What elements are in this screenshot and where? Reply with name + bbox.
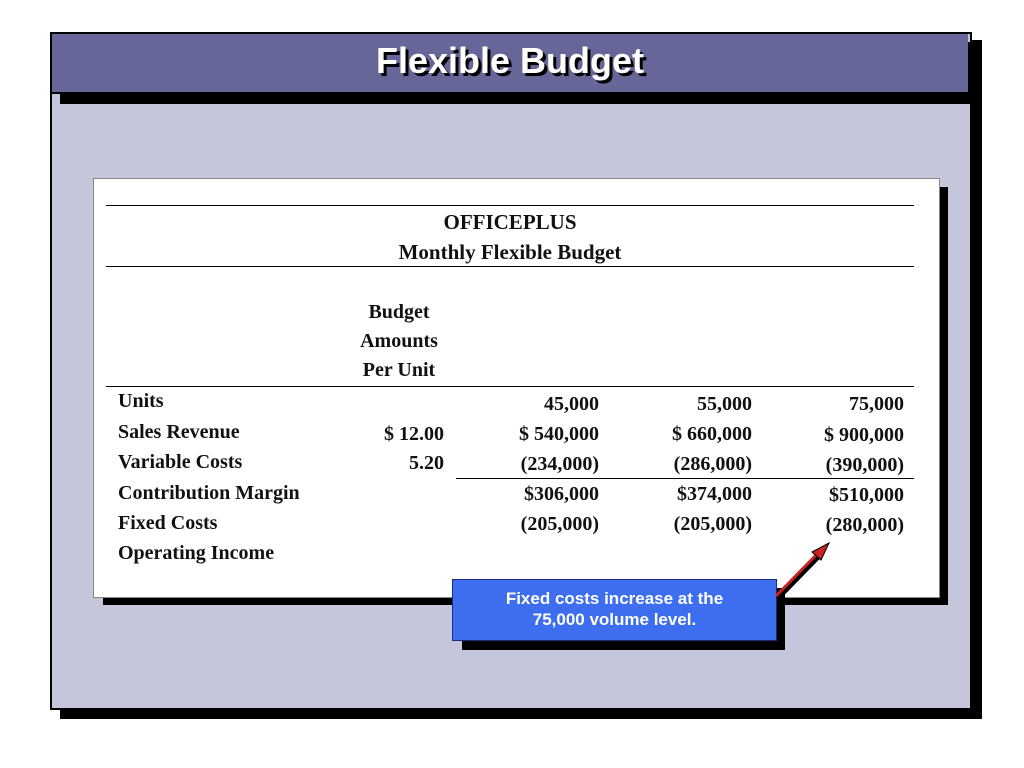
contribution-margin-55000: $374,000 (677, 483, 752, 505)
budget-subtitle: Monthly Flexible Budget (398, 240, 622, 264)
contribution-margin-45000: $306,000 (524, 483, 599, 505)
slide-title: Flexible Budget (375, 40, 645, 81)
company-name: OFFICEPLUS (443, 210, 577, 234)
sales-revenue-45000: $ 540,000 (519, 423, 599, 445)
units-45000: 45,000 (544, 393, 599, 415)
row-label-units: Units (118, 390, 164, 412)
row-label-contribution-margin: Contribution Margin (118, 482, 300, 504)
per-unit-header-line-1: Budget (368, 301, 430, 323)
sales-revenue-55000: $ 660,000 (672, 423, 752, 445)
fixed-costs-55000: (205,000) (673, 513, 752, 535)
callout-line-2: 75,000 volume level. (532, 610, 697, 629)
variable-costs-55000: (286,000) (673, 453, 752, 475)
per-unit-header-line-3: Per Unit (362, 359, 436, 381)
variable-costs-per-unit: 5.20 (409, 452, 444, 474)
callout-line-1: Fixed costs increase at the (505, 589, 724, 608)
sales-revenue-per-unit: $ 12.00 (384, 423, 444, 445)
per-unit-header-line-2: Amounts (360, 330, 438, 352)
row-label-variable-costs: Variable Costs (118, 451, 243, 473)
sales-revenue-75000: $ 900,000 (824, 424, 904, 446)
variable-costs-75000: (390,000) (825, 454, 904, 476)
units-55000: 55,000 (697, 393, 752, 415)
row-label-sales-revenue: Sales Revenue (118, 421, 240, 443)
fixed-costs-45000: (205,000) (520, 513, 599, 535)
row-label-operating-income: Operating Income (118, 542, 275, 564)
contribution-margin-75000: $510,000 (829, 484, 904, 506)
units-75000: 75,000 (849, 393, 904, 415)
variable-costs-45000: (234,000) (520, 453, 599, 475)
fixed-costs-75000: (280,000) (825, 514, 904, 536)
row-label-fixed-costs: Fixed Costs (118, 512, 218, 534)
